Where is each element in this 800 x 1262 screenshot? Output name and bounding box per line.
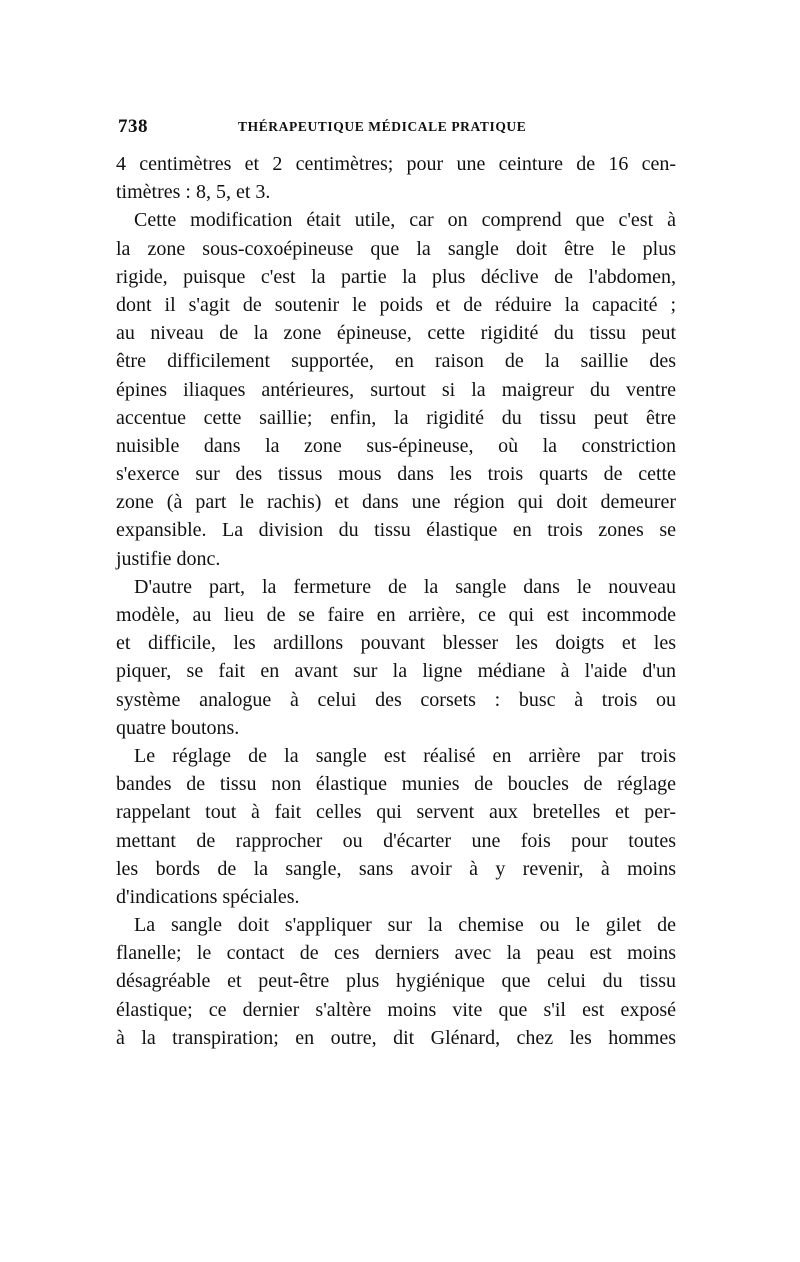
text-line: épines iliaques antérieures, surtout si la maigreur du ventre: [116, 378, 676, 401]
text-line: et difficile, les ardillons pouvant blesser les doigts et les: [116, 632, 676, 655]
text-line: piquer, se fait en avant sur la ligne médiane à l'aide d'un: [116, 660, 676, 683]
text-line: modèle, au lieu de se faire en arrière, ce qui est incommode: [116, 604, 676, 626]
text-line: d'indications spéciales.: [116, 885, 300, 908]
text-line: La sangle doit s'appliquer sur la chemise ou le gilet de: [134, 914, 676, 937]
text-line: les bords de la sangle, sans avoir à y revenir, à moins: [116, 857, 676, 880]
text-line: Cette modification était utile, car on comprend que c'est à: [134, 209, 676, 232]
text-line: mettant de rapprocher ou d'écarter une fois pour toutes: [116, 829, 676, 852]
text-line: nuisible dans la zone sus-épineuse, où la constriction: [116, 434, 676, 457]
text-line: quatre boutons.: [116, 716, 240, 739]
running-title: THÉRAPEUTIQUE MÉDICALE PRATIQUE: [238, 119, 527, 134]
text-line: timètres : 8, 5, et 3.: [116, 181, 271, 204]
text-line: accentue cette saillie; enfin, la rigidité du tissu peut être: [116, 406, 676, 429]
text-line: justifie donc.: [116, 547, 221, 570]
text-line: dont il s'agit de soutenir le poids et de réduire la capacité ;: [116, 293, 676, 316]
text-line: à la transpiration; en outre, dit Glénard, chez les hommes: [116, 1026, 676, 1049]
text-line: flanelle; le contact de ces derniers avec la peau est moins: [116, 942, 676, 965]
text-line: désagréable et peut-être plus hygiénique que celui du tissu: [116, 970, 676, 993]
running-head: [118, 116, 678, 140]
text-line: 4 centimètres et 2 centimètres; pour une ceinture de 16 cen-: [116, 153, 676, 175]
text-line: rigide, puisque c'est la partie la plus déclive de l'abdomen,: [116, 265, 676, 288]
text-line: système analogue à celui des corsets : busc à trois ou: [116, 688, 676, 711]
text-line: la zone sous-coxoépineuse que la sangle doit être le plus: [116, 237, 676, 260]
text-line: s'exerce sur des tissus mous dans les trois quarts de cette: [116, 463, 676, 486]
text-line: Le réglage de la sangle est réalisé en arrière par trois: [134, 744, 676, 767]
text-line: expansible. La division du tissu élastique en trois zones se: [116, 519, 676, 542]
page-number: 738: [118, 116, 148, 137]
text-line: bandes de tissu non élastique munies de boucles de réglage: [116, 773, 676, 796]
text-line: au niveau de la zone épineuse, cette rigidité du tissu peut: [116, 322, 676, 345]
text-line: élastique; ce dernier s'altère moins vite que s'il est exposé: [116, 998, 676, 1021]
text-line: D'autre part, la fermeture de la sangle dans le nouveau: [134, 575, 676, 598]
text-line: rappelant tout à fait celles qui servent aux bretelles et per-: [116, 801, 676, 824]
body-text: [116, 150, 676, 1052]
text-line: zone (à part le rachis) et dans une région qui doit demeurer: [116, 491, 676, 514]
text-line: être difficilement supportée, en raison de la saillie des: [116, 350, 676, 373]
